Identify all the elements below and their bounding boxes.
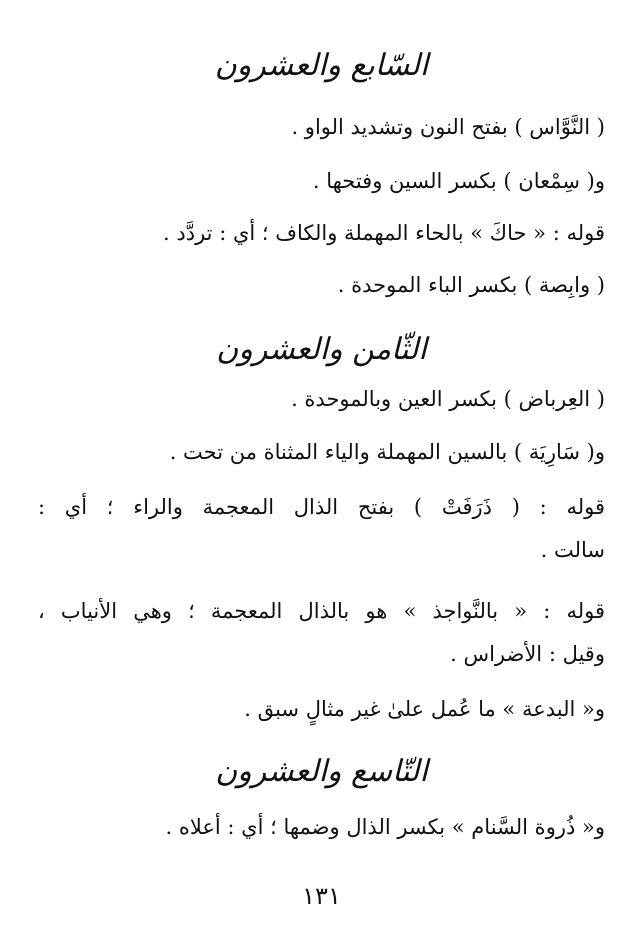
text-line: ( وابِصة ) بكسر الباء الموحدة . [337,273,605,297]
page-number: ١٣١ [302,882,341,910]
section-heading-27: السّابع والعشرون [214,48,429,83]
text-line: و« ذُروة السَّنام » بكسر الذال وضمها ؛ أي : أعلاه . [165,815,605,839]
text-line: و« البدعة » ما عُمل علىٰ غير مثالٍ سبق . [244,697,605,721]
section-heading-29: التّاسع والعشرون [215,754,428,789]
section-heading-28: الثّامن والعشرون [216,332,427,367]
text-line: ( العِرباض ) بكسر العين وبالموحدة . [291,387,605,411]
text-line: و( سِمْعان ) بكسر السين وفتحها . [312,169,605,193]
text-line: ( النَّوَّاس ) بفتح النون وتشديد الواو . [291,115,605,139]
text-line: و( سَارِيَة ) بالسين المهملة والياء المثناة من تحت . [169,440,605,464]
text-line: قوله : ( ذَرَفَتْ ) بفتح الذال المعجمة والراء ؛ أي : [38,495,605,519]
text-line: قوله : « حاكَ » بالحاء المهملة والكاف ؛ أي : تردَّد . [163,221,605,245]
text-line: سالت . [540,538,605,562]
text-line: قوله : « بالنَّواجذ » هو بالذال المعجمة ؛ وهي الأنياب ، [38,599,605,623]
text-line: وقيل : الأضراس . [450,642,605,666]
